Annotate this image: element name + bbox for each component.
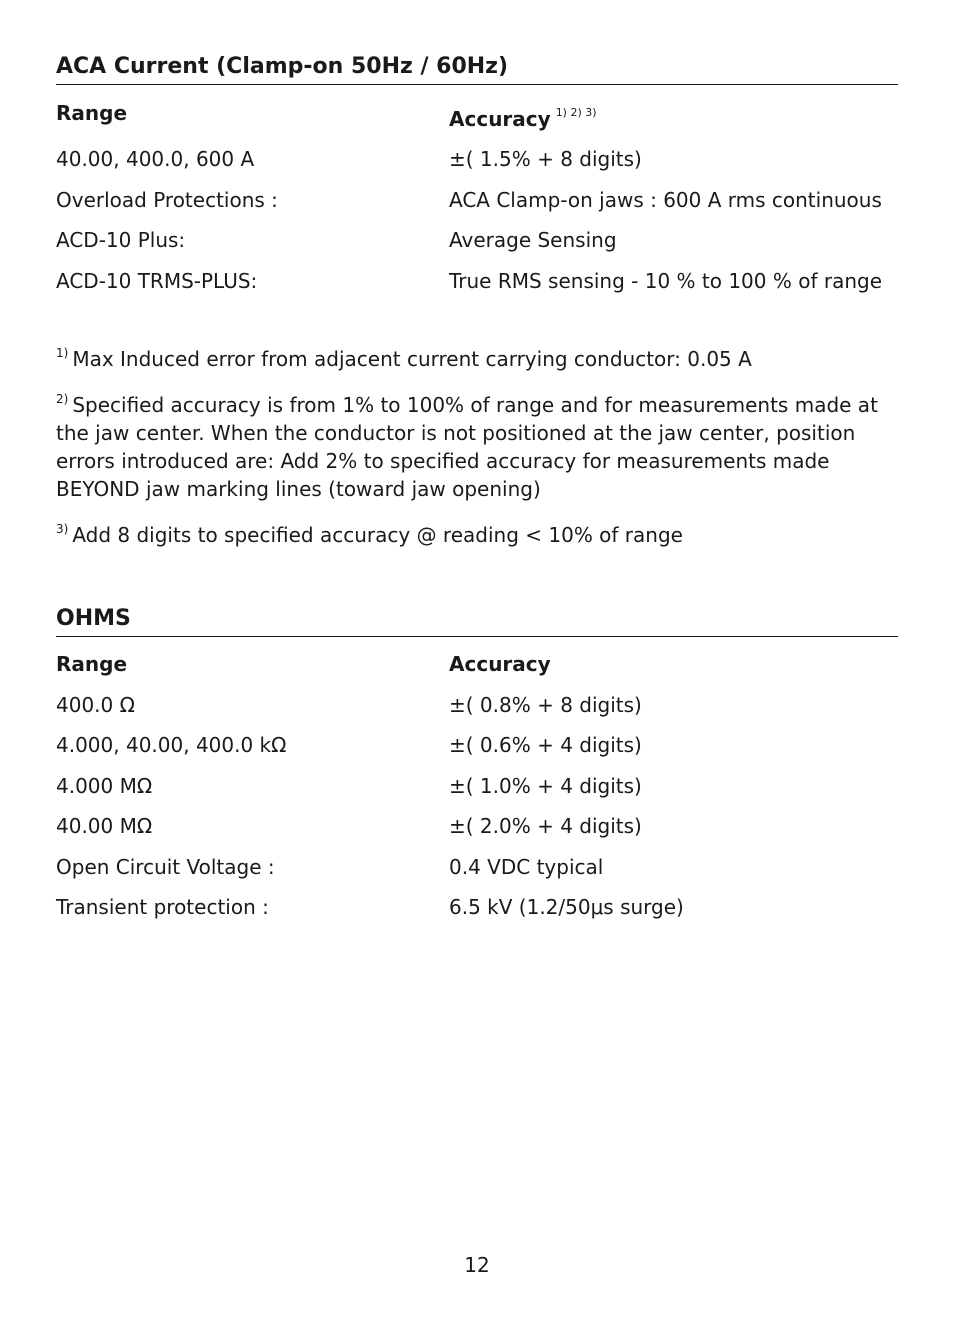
spec-page [56, 52, 898, 920]
footnote-2 [56, 385, 898, 503]
aca-table-header [56, 100, 898, 132]
table-row [56, 854, 898, 880]
table-row [56, 268, 898, 294]
ohms-range-cell: 4.000 MΩ [56, 773, 153, 798]
ohms-accuracy-cell: 0.4 VDC typical [449, 854, 604, 879]
aca-range-cell: ACD-10 TRMS-PLUS: [56, 268, 258, 293]
aca-accuracy-cell: ±( 1.5% + 8 digits) [449, 147, 642, 171]
ohms-range-cell: 40.00 MΩ [56, 814, 153, 838]
footnotes [56, 339, 898, 549]
footnote-1 [56, 339, 898, 373]
ohms-accuracy-cell: 6.5 kV (1.2/50μs surge) [449, 895, 684, 919]
aca-range-cell: ACD-10 Plus: [56, 228, 186, 252]
table-row [56, 773, 898, 799]
aca-header-range: Range [56, 100, 128, 125]
ohms-range-cell: Open Circuit Voltage : [56, 854, 275, 879]
table-row [56, 732, 898, 758]
ohms-range-cell: 4.000, 40.00, 400.0 kΩ [56, 733, 287, 757]
aca-accuracy-cell: True RMS sensing - 10 % to 100 % of range [449, 268, 883, 293]
aca-header-accuracy-refs: 1) 2) 3) [555, 105, 597, 119]
ohms-header-range: Range [56, 652, 128, 676]
footnote-mark: 1) [56, 345, 69, 360]
footnote-text: Max Induced error from adjacent current carrying conductor: 0.05 A [72, 346, 752, 371]
ohms-range-cell: Transient protection : [56, 895, 269, 919]
ohms-range-cell: 400.0 Ω [56, 692, 135, 717]
footnote-mark: 3) [56, 521, 69, 536]
table-row [56, 227, 898, 253]
ohms-accuracy-cell: ±( 1.0% + 4 digits) [449, 773, 642, 798]
aca-accuracy-cell: ACA Clamp-on jaws : 600 A rms continuous [449, 187, 882, 212]
aca-current-section [56, 52, 898, 294]
page-number: 12 [464, 1253, 490, 1277]
ohms-accuracy-cell: ±( 0.6% + 4 digits) [449, 733, 642, 757]
aca-range-cell: Overload Protections : [56, 187, 278, 212]
ohms-section [56, 604, 898, 921]
table-row [56, 692, 898, 718]
ohms-header-accuracy: Accuracy [449, 652, 551, 676]
table-row [56, 813, 898, 839]
aca-range-cell: 40.00, 400.0, 600 A [56, 147, 255, 171]
table-row [56, 146, 898, 172]
aca-section-title: ACA Current (Clamp-on 50Hz / 60Hz) [56, 52, 898, 85]
ohms-table-header [56, 651, 898, 677]
aca-header-accuracy-cell [449, 100, 898, 132]
footnote-text: Add 8 digits to specified accuracy @ reading < 10% of range [72, 522, 683, 547]
table-row [56, 187, 898, 213]
footnote-3 [56, 515, 898, 549]
aca-header-accuracy: Accuracy [449, 106, 551, 131]
aca-accuracy-cell: Average Sensing [449, 228, 617, 252]
ohms-accuracy-cell: ±( 2.0% + 4 digits) [449, 814, 642, 838]
footnote-text: Specified accuracy is from 1% to 100% of range and for measurements made at the jaw center. When the conductor is not positioned at the jaw center, position errors introduced are: Add 2% to specified accuracy for measurements made BEYOND jaw marking lines (toward jaw opening) [56, 392, 878, 501]
ohms-accuracy-cell: ±( 0.8% + 8 digits) [449, 692, 642, 717]
ohms-section-title: OHMS [56, 604, 898, 637]
footnote-mark: 2) [56, 391, 69, 406]
table-row [56, 894, 898, 920]
